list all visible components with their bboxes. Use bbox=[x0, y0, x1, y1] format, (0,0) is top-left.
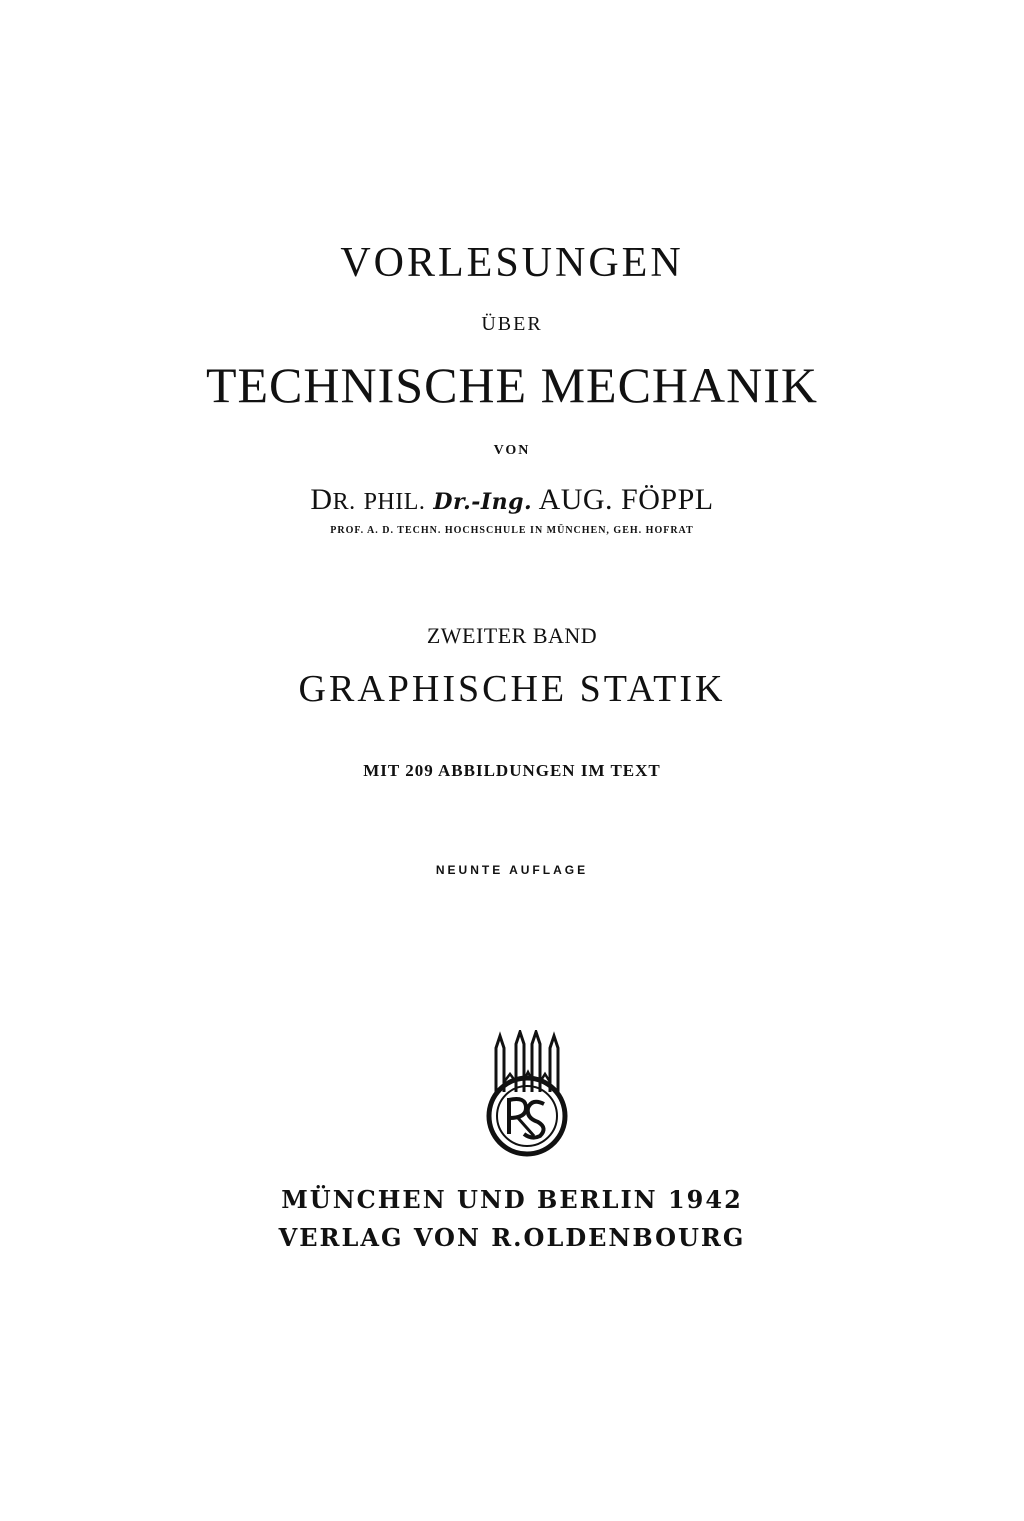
author-by-label: VON bbox=[493, 443, 531, 458]
volume-title: GRAPHISCHE STATIK bbox=[298, 668, 726, 710]
edition-label: NEUNTE AUFLAGE bbox=[435, 863, 589, 877]
author-name: AUG. FÖPPL bbox=[538, 483, 714, 516]
author-line bbox=[0, 485, 1024, 515]
author-affiliation: PROF. A. D. TECHN. HOCHSCHULE IN MÜNCHEN, GEH. HOFRAT bbox=[330, 525, 694, 536]
author-dr-rest: R. bbox=[332, 489, 356, 515]
main-title: TECHNISCHE MECHANIK bbox=[205, 357, 819, 413]
place-and-year: MÜNCHEN UND BERLIN 1942 bbox=[281, 1185, 743, 1214]
author-dr-initial: D bbox=[310, 483, 333, 516]
publisher-line: VERLAG VON R.OLDENBOURG bbox=[278, 1223, 746, 1252]
volume-label: ZWEITER BAND bbox=[426, 623, 598, 648]
title-connector: ÜBER bbox=[481, 313, 543, 335]
oldenbourg-publisher-mark-icon bbox=[476, 1030, 578, 1158]
author-dr-ing: Dr.-Ing. bbox=[433, 489, 533, 515]
figures-note: MIT 209 ABBILDUNGEN IM TEXT bbox=[363, 761, 661, 780]
series-title: VORLESUNGEN bbox=[340, 240, 684, 286]
author-phil: PHIL. bbox=[363, 489, 426, 515]
